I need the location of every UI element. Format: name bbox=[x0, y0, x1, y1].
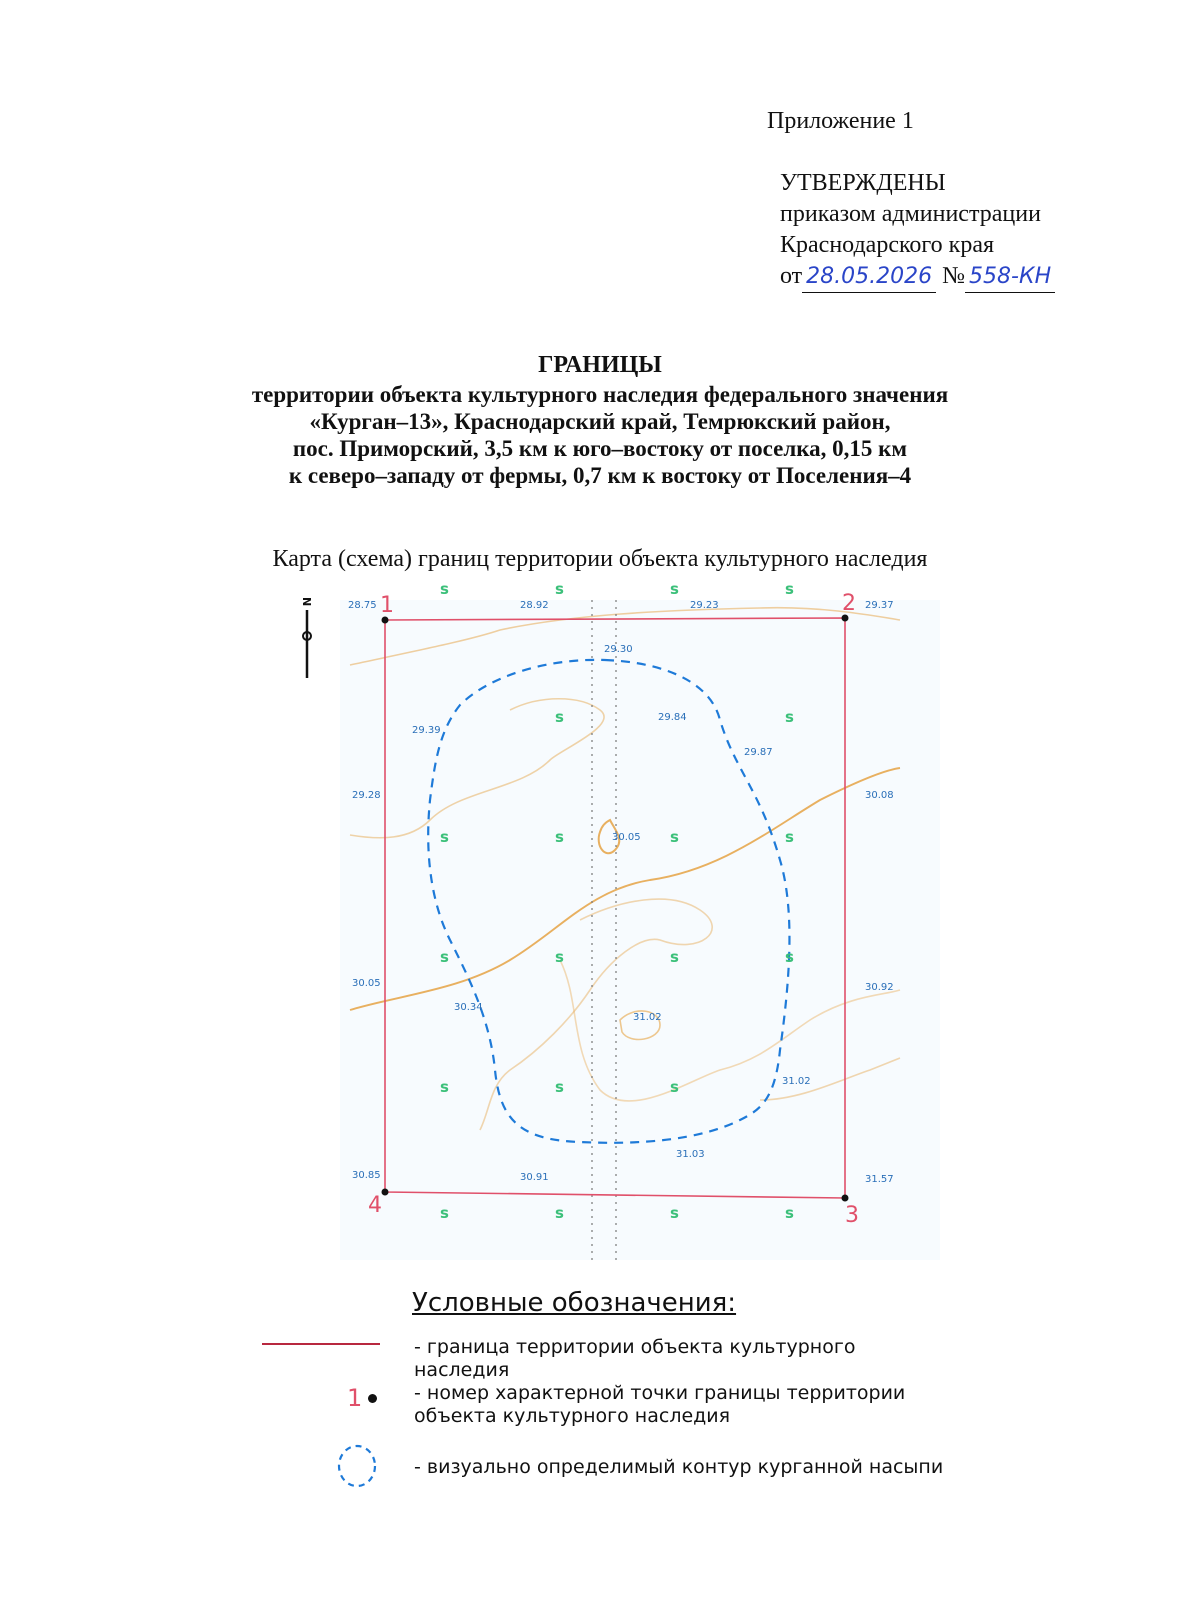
legend-text: - визуально определимый контур курганной насыпи bbox=[414, 1456, 944, 1478]
title-line-1: территории объекта культурного наследия федерального значения bbox=[251, 382, 949, 407]
grass-symbol: ѕ bbox=[555, 1204, 564, 1222]
grass-symbol: ѕ bbox=[555, 948, 564, 966]
mound-contour-symbol bbox=[333, 1442, 381, 1490]
point-number-symbol: 1 bbox=[347, 1384, 363, 1412]
appendix-label: Приложение 1 bbox=[767, 108, 914, 134]
corner-label: 1 bbox=[380, 593, 394, 618]
corner-label: 4 bbox=[368, 1193, 382, 1218]
grass-symbol: ѕ bbox=[440, 828, 449, 846]
legend-text: наследия bbox=[414, 1359, 510, 1381]
elevation-label: 30.85 bbox=[352, 1170, 381, 1181]
legend-item-point bbox=[414, 1382, 1034, 1428]
legend-text: - номер характерной точки границы территории bbox=[414, 1382, 906, 1404]
grass-symbol: ѕ bbox=[670, 1204, 679, 1222]
grass-symbol: ѕ bbox=[555, 828, 564, 846]
elevation-label: 29.84 bbox=[658, 712, 687, 723]
grass-symbol: ѕ bbox=[785, 948, 794, 966]
elevation-label: 31.03 bbox=[676, 1149, 705, 1160]
grass-symbol: ѕ bbox=[785, 1204, 794, 1222]
number-prefix: № bbox=[942, 263, 966, 289]
grass-symbol: ѕ bbox=[785, 828, 794, 846]
corner-label: 2 bbox=[842, 591, 856, 616]
mound-contour-symbol-shape bbox=[339, 1446, 375, 1486]
boundary-line-symbol bbox=[262, 1343, 380, 1345]
north-arrow bbox=[300, 597, 313, 678]
elevation-label: 28.92 bbox=[520, 600, 549, 611]
title-line-3: пос. Приморский, 3,5 км к юго–востоку от поселка, 0,15 км bbox=[292, 436, 908, 461]
grass-symbol: ѕ bbox=[670, 580, 679, 598]
legend-item-mound bbox=[414, 1456, 1054, 1479]
elevation-label: 28.75 bbox=[348, 600, 377, 611]
grass-symbol: ѕ bbox=[440, 1078, 449, 1096]
map-subtitle: Карта (схема) границ территории объекта культурного наследия bbox=[272, 546, 928, 572]
elevation-label: 29.37 bbox=[865, 600, 894, 611]
north-label: N bbox=[300, 597, 313, 607]
elevation-label: 30.92 bbox=[865, 982, 894, 993]
legend-item-boundary bbox=[414, 1336, 1034, 1382]
title-heading: ГРАНИЦЫ bbox=[538, 352, 662, 378]
grass-symbol: ѕ bbox=[670, 1078, 679, 1096]
grass-symbol: ѕ bbox=[555, 708, 564, 726]
grass-symbol: ѕ bbox=[670, 828, 679, 846]
approved-line-2: Краснодарского края bbox=[780, 232, 995, 258]
grass-symbol: ѕ bbox=[440, 580, 449, 598]
map-background bbox=[340, 600, 940, 1260]
elevation-label: 31.02 bbox=[633, 1012, 662, 1023]
document-title bbox=[0, 352, 1200, 489]
number-value: 558-КН bbox=[965, 261, 1055, 293]
elevation-label: 29.39 bbox=[412, 725, 441, 736]
grass-symbol: ѕ bbox=[555, 580, 564, 598]
corner-point-dot bbox=[842, 1195, 849, 1202]
elevation-label: 30.08 bbox=[865, 790, 894, 801]
elevation-label: 30.91 bbox=[520, 1172, 549, 1183]
grass-symbol: ѕ bbox=[555, 1078, 564, 1096]
approval-date-line bbox=[780, 261, 1055, 293]
elevation-label: 30.05 bbox=[612, 832, 641, 843]
date-value: 28.05.2026 bbox=[802, 261, 936, 293]
grass-symbol: ѕ bbox=[440, 1204, 449, 1222]
grass-symbol: ѕ bbox=[670, 948, 679, 966]
corner-label: 3 bbox=[845, 1203, 859, 1228]
point-dot-symbol bbox=[368, 1394, 377, 1403]
elevation-label: 29.30 bbox=[604, 644, 633, 655]
approved-line-1: приказом администрации bbox=[780, 201, 1041, 227]
elevation-label: 31.57 bbox=[865, 1174, 894, 1185]
date-prefix: от bbox=[780, 263, 803, 289]
approval-block bbox=[780, 168, 1055, 293]
elevation-label: 31.02 bbox=[782, 1076, 811, 1087]
grass-symbol: ѕ bbox=[785, 708, 794, 726]
elevation-label: 29.28 bbox=[352, 790, 381, 801]
elevation-label: 29.87 bbox=[744, 747, 773, 758]
boundary-map bbox=[300, 580, 940, 1260]
approved-heading: УТВЕРЖДЕНЫ bbox=[780, 170, 946, 196]
elevation-label: 29.23 bbox=[690, 600, 719, 611]
grass-symbol: ѕ bbox=[440, 948, 449, 966]
legend-text: объекта культурного наследия bbox=[414, 1405, 731, 1427]
legend-title: Условные обозначения: bbox=[412, 1288, 737, 1318]
grass-symbol: ѕ bbox=[785, 580, 794, 598]
title-line-4: к северо–западу от фермы, 0,7 км к востоку от Поселения–4 bbox=[288, 463, 912, 488]
elevation-label: 30.05 bbox=[352, 978, 381, 989]
corner-point-dot bbox=[382, 1189, 389, 1196]
title-line-2: «Курган–13», Краснодарский край, Темрюкский район, bbox=[309, 409, 891, 434]
elevation-label: 30.34 bbox=[454, 1002, 483, 1013]
legend-text: - граница территории объекта культурного bbox=[414, 1336, 856, 1358]
